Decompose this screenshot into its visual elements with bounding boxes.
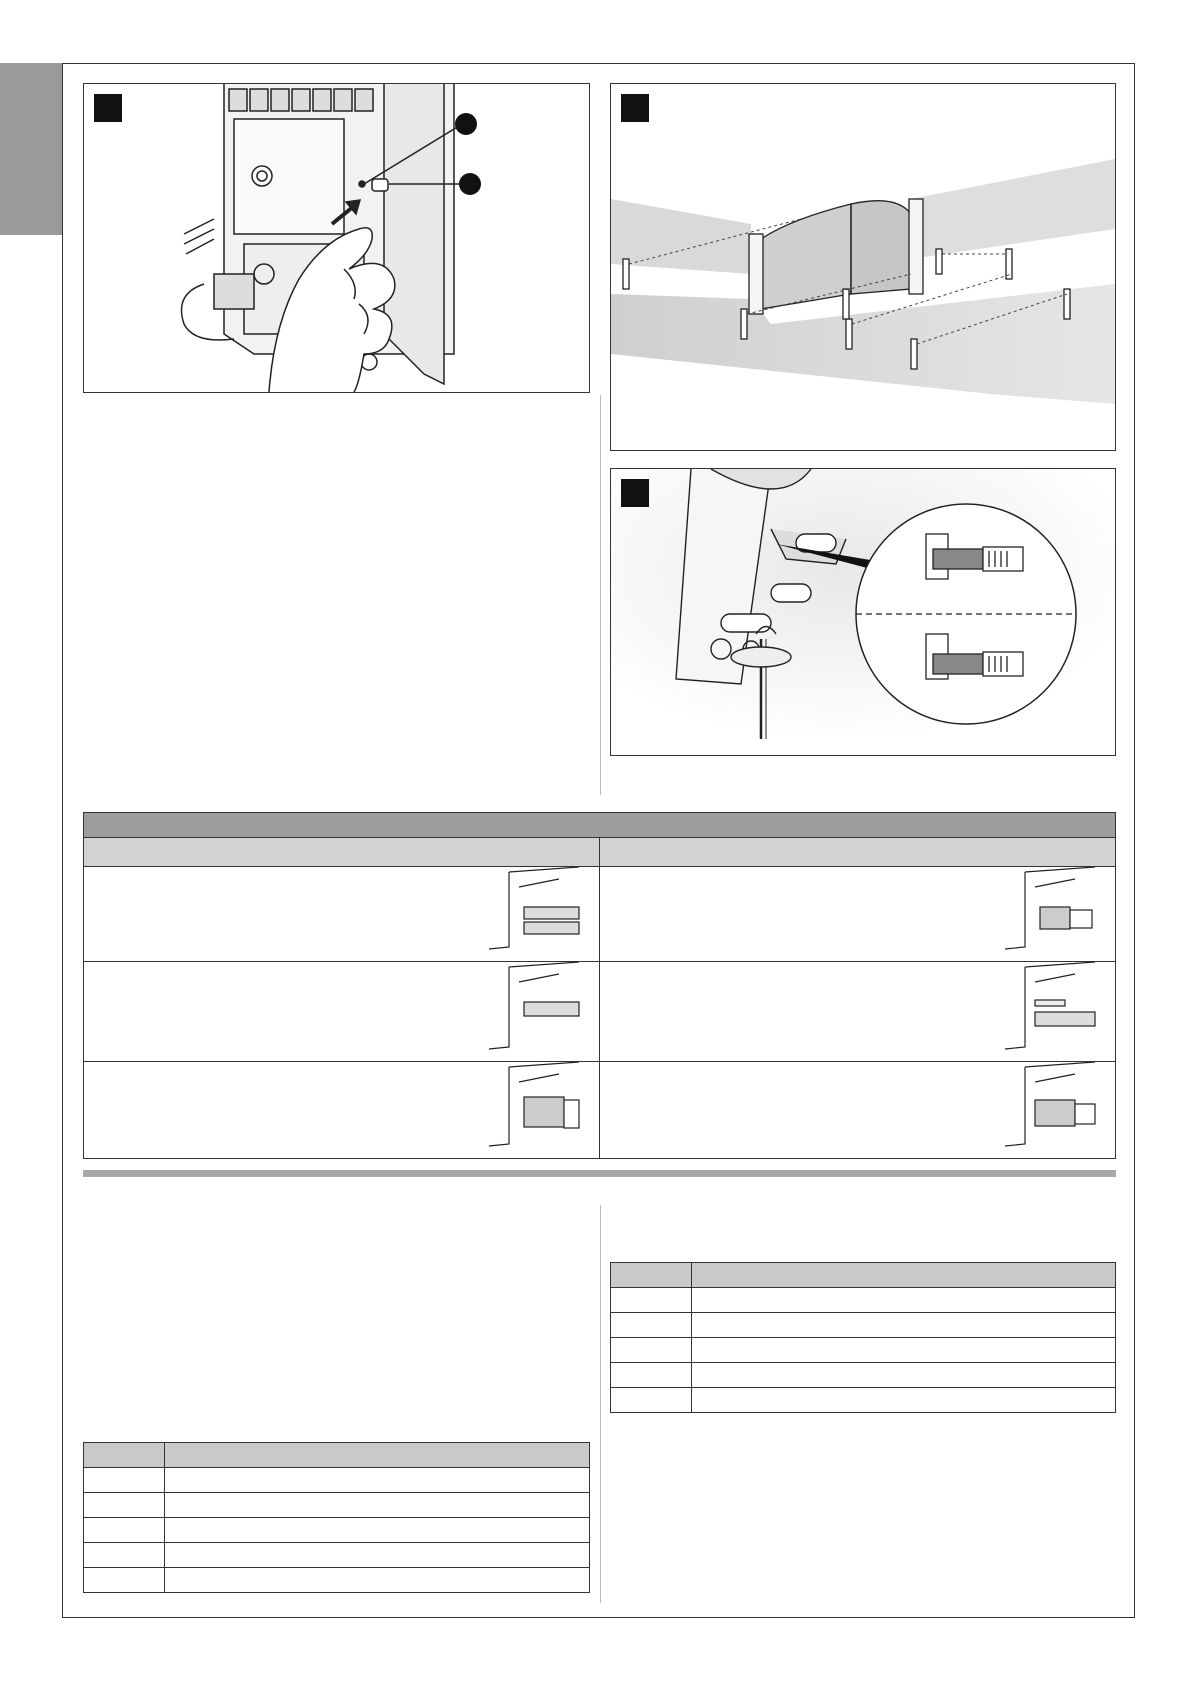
language-tab bbox=[0, 63, 62, 235]
callout-2 bbox=[459, 173, 481, 195]
jumper-cell bbox=[600, 1062, 1116, 1159]
jumper-cell bbox=[84, 1062, 600, 1159]
table-cell bbox=[692, 1313, 1116, 1338]
table-cell bbox=[84, 1568, 165, 1593]
table-cell bbox=[611, 1338, 692, 1363]
right-table bbox=[610, 1262, 1116, 1412]
table-cell bbox=[84, 1468, 165, 1493]
left-table bbox=[83, 1442, 590, 1592]
jumper-illustration bbox=[995, 867, 1115, 959]
table-cell bbox=[692, 1363, 1116, 1388]
table-cell bbox=[84, 1493, 165, 1518]
figure-gate-photocells bbox=[610, 83, 1116, 451]
column-divider-upper bbox=[600, 395, 601, 795]
figure-number bbox=[94, 94, 122, 122]
table-cell bbox=[611, 1363, 692, 1388]
jumper-illustration bbox=[479, 867, 599, 959]
section-separator bbox=[83, 1170, 1116, 1177]
table-cell bbox=[84, 1543, 165, 1568]
left-table-header bbox=[165, 1443, 590, 1468]
table-cell bbox=[84, 1518, 165, 1543]
jumper-table-col-header bbox=[600, 838, 1116, 867]
figure-number bbox=[621, 94, 649, 122]
jumper-cell bbox=[84, 867, 600, 962]
callout-1 bbox=[455, 113, 477, 135]
jumper-illustration bbox=[995, 962, 1115, 1058]
table-cell bbox=[611, 1388, 692, 1413]
jumper-illustration bbox=[479, 962, 599, 1058]
table-cell bbox=[692, 1388, 1116, 1413]
table-cell bbox=[165, 1543, 590, 1568]
table-cell bbox=[165, 1493, 590, 1518]
jumper-table-col-header bbox=[84, 838, 600, 867]
table-cell bbox=[165, 1568, 590, 1593]
jumper-table-title bbox=[84, 813, 1116, 838]
column-divider-lower bbox=[600, 1205, 601, 1603]
table-cell bbox=[692, 1288, 1116, 1313]
jumper-cell bbox=[600, 962, 1116, 1062]
jumper-table bbox=[83, 812, 1116, 1158]
right-table-header bbox=[611, 1263, 692, 1288]
figure-jumper-detail bbox=[610, 468, 1116, 756]
right-table-header bbox=[692, 1263, 1116, 1288]
left-table-header bbox=[84, 1443, 165, 1468]
jumper-cell bbox=[600, 867, 1116, 962]
figure-number bbox=[621, 479, 649, 507]
table-cell bbox=[611, 1288, 692, 1313]
table-cell bbox=[165, 1518, 590, 1543]
jumper-illustration bbox=[995, 1062, 1115, 1156]
table-cell bbox=[611, 1313, 692, 1338]
jumper-illustration bbox=[479, 1062, 599, 1156]
table-cell bbox=[692, 1338, 1116, 1363]
jumper-cell bbox=[84, 962, 600, 1062]
table-cell bbox=[165, 1468, 590, 1493]
figure-control-unit bbox=[83, 83, 590, 393]
